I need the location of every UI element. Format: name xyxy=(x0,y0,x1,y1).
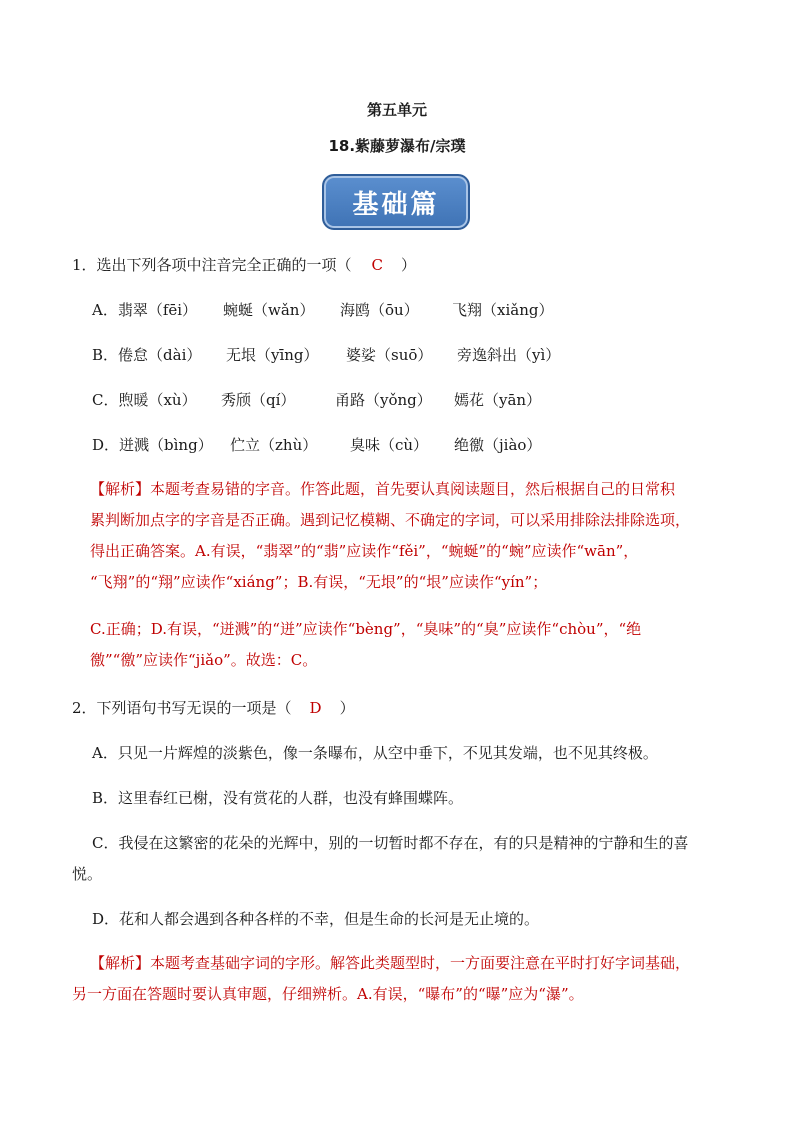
q2-option-c: C．我侵在这繁密的花朵的光辉中，别的一切暂时都不存在，有的只是精神的宁静和生的喜 xyxy=(92,834,689,852)
q1-a-4: 飞翔（xiǎng） xyxy=(452,301,554,319)
q1-c-4: 嫣花（yān） xyxy=(454,391,542,409)
q1-stem-close: ） xyxy=(401,256,417,274)
q1-option-a xyxy=(92,299,554,320)
q1-option-b xyxy=(92,344,561,365)
q2-answer: D xyxy=(309,699,322,717)
q2-option-b: B．这里春红已榭，没有赏花的人群，也没有蜂围蝶阵。 xyxy=(92,789,464,807)
q1-b-3: 婆娑（suō） xyxy=(346,346,433,364)
q2-stem xyxy=(72,697,355,718)
q2-option-c-cont: 悦。 xyxy=(72,865,103,883)
section-badge xyxy=(322,174,470,230)
q1-option-d xyxy=(92,434,542,455)
q2-explain-line-2: 另一方面在答题时要认真审题，仔细辨析。A.有误，“曝布”的“曝”应为“瀑”。 xyxy=(72,985,584,1003)
q2-option-d: D．花和人都会遇到各种各样的不幸，但是生命的长河是无止境的。 xyxy=(92,910,540,928)
q1-b-1: B．倦怠（dài） xyxy=(92,346,202,364)
q1-stem xyxy=(72,254,416,275)
q1-d-1: D．迸溅（bìng） xyxy=(92,436,213,454)
unit-title: 第五单元 xyxy=(366,101,427,119)
q1-a-3: 海鸥（ōu） xyxy=(340,301,419,319)
lesson-title: 18.紫藤萝瀑布/宗璞 xyxy=(328,137,466,155)
q1-explain-line-6: 徼”“徼”应读作“jiǎo”。故选：C。 xyxy=(90,651,318,669)
q1-d-2: 伫立（zhù） xyxy=(230,436,318,454)
q1-explain-line-5: C.正确；D.有误，“迸溅”的“迸”应读作“bèng”，“臭味”的“臭”应读作“chòu”，“绝 xyxy=(90,620,642,638)
q1-a-2: 蜿蜒（wǎn） xyxy=(223,301,315,319)
q1-option-c xyxy=(92,389,542,410)
q2-stem-close: ） xyxy=(339,699,355,717)
q1-a-1: A．翡翠（fēi） xyxy=(92,301,198,319)
q1-d-3: 臭味（cù） xyxy=(350,436,429,454)
q1-explain-line-1: 【解析】本题考查易错的字音。作答此题，首先要认真阅读题目，然后根据自己的日常积 xyxy=(90,480,676,498)
q1-c-2: 秀颀（qí） xyxy=(221,391,296,409)
q1-b-4: 旁逸斜出（yì） xyxy=(457,346,561,364)
q1-b-2: 无垠（yīng） xyxy=(226,346,319,364)
q1-explain-line-3: 得出正确答案。A.有误，“翡翠”的“翡”应读作“fěi”，“蜿蜒”的“蜿”应读作“wān”， xyxy=(90,542,639,560)
q1-answer: C xyxy=(371,256,384,274)
q2-stem-text: 2．下列语句书写无误的一项是（ xyxy=(72,699,292,717)
q2-option-a: A．只见一片辉煌的淡紫色，像一条曝布，从空中垂下，不见其发端，也不见其终极。 xyxy=(92,744,658,762)
q1-stem-text: 1．选出下列各项中注音完全正确的一项（ xyxy=(72,256,352,274)
q1-c-3: 甬路（yǒng） xyxy=(335,391,432,409)
q1-c-1: C．煦暖（xù） xyxy=(92,391,197,409)
q2-explain-line-1: 【解析】本题考查基础字词的字形。解答此类题型时，一方面要注意在平时打好字词基础， xyxy=(90,954,691,972)
section-badge-label: 基础篇 xyxy=(352,189,440,220)
q1-explain-line-2: 累判断加点字的字音是否正确。遇到记忆模糊、不确定的字词，可以采用排除法排除选项， xyxy=(90,511,691,529)
q1-explain-line-4: “飞翔”的“翔”应读作“xiáng”；B.有误，“无垠”的“垠”应读作“yín”； xyxy=(90,573,548,591)
q1-d-4: 绝徼（jiào） xyxy=(454,436,542,454)
